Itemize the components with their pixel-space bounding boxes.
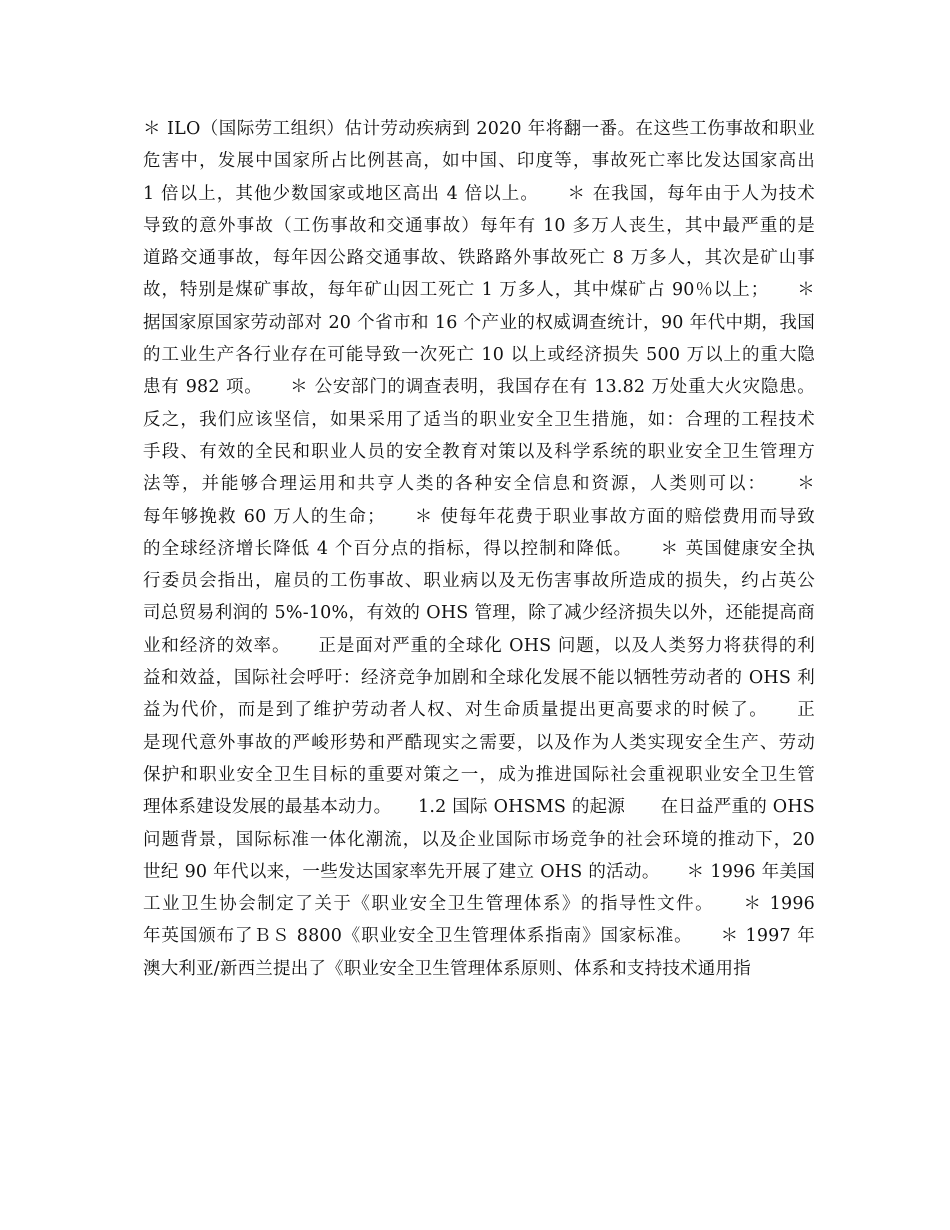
text-line: 的工业生产各行业存在可能导致一次死亡 10 以上或经济损失 500 万以上的重大隐 bbox=[143, 345, 815, 366]
text-line: 行委员会指出，雇员的工伤事故、职业病以及无伤害事故所造成的损失，约占英公 bbox=[143, 571, 815, 592]
text-line: 工业卫生协会制定了关于《职业安全卫生管理体系》的指导性文件。 ＊ 1996 bbox=[143, 894, 815, 915]
text-line: 每年够挽救 60 万人的生命； ＊ 使每年花费于职业事故方面的赔偿费用而导致 bbox=[143, 506, 815, 527]
text-line: 的全球经济增长降低 4 个百分点的指标，得以控制和降低。 ＊ 英国健康安全执 bbox=[143, 538, 815, 559]
text-line: 业和经济的效率。 正是面对严重的全球化 OHS 问题，以及人类努力将获得的利 bbox=[143, 635, 815, 656]
text-line: 反之，我们应该坚信，如果采用了适当的职业安全卫生措施，如：合理的工程技术 bbox=[143, 409, 815, 430]
text-line: 世纪 90 年代以来，一些发达国家率先开展了建立 OHS 的活动。 ＊ 1996 年美国 bbox=[143, 861, 815, 882]
text-line: 司总贸易利润的 5%-10%，有效的 OHS 管理，除了减少经济损失以外，还能提高商 bbox=[143, 603, 815, 624]
text-line: 道路交通事故，每年因公路交通事故、铁路路外事故死亡 8 万多人，其次是矿山事 bbox=[143, 248, 815, 269]
text-line: 危害中，发展中国家所占比例甚高，如中国、印度等，事故死亡率比发达国家高出 bbox=[143, 151, 815, 172]
text-line: 法等，并能够合理运用和共亨人类的各种安全信息和资源，人类则可以： ＊ bbox=[143, 474, 815, 495]
text-line: 1 倍以上，其他少数国家或地区高出 4 倍以上。 ＊ 在我国，每年由于人为技术 bbox=[143, 183, 815, 204]
text-line: 问题背景，国际标准一体化潮流，以及企业国际市场竞争的社会环境的推动下，20 bbox=[143, 829, 815, 850]
text-line: 故，特别是煤矿事故，每年矿山因工死亡 1 万多人，其中煤矿占 90％以上； ＊ bbox=[143, 280, 815, 301]
text-line: 年英国颁布了ＢＳ 8800《职业安全卫生管理体系指南》国家标准。 ＊ 1997 年 bbox=[143, 926, 815, 947]
text-line: 导致的意外事故（工伤事故和交通事故）每年有 10 多万人丧生，其中最严重的是 bbox=[143, 215, 815, 236]
text-line: 手段、有效的全民和职业人员的安全教育对策以及科学系统的职业安全卫生管理方 bbox=[143, 441, 815, 462]
text-line: ＊ ILO（国际劳工组织）估计劳动疾病到 2020 年将翻一番。在这些工伤事故和职业 bbox=[143, 119, 815, 139]
text-line: 是现代意外事故的严峻形势和严酷现实之需要，以及作为人类实现安全生产、劳动 bbox=[143, 732, 815, 753]
text-line: 保护和职业安全卫生目标的重要对策之一，成为推进国际社会重视职业安全卫生管 bbox=[143, 764, 815, 785]
text-line: 据国家原国家劳动部对 20 个省市和 16 个产业的权威调查统计，90 年代中期，我国 bbox=[143, 312, 815, 333]
text-line: 益和效益，国际社会呼吁：经济竞争加剧和全球化发展不能以牺牲劳动者的 OHS 利 bbox=[143, 668, 815, 689]
text-line: 理体系建设发展的最基本动力。 1.2 国际 OHSMS 的起源 在日益严重的 OHS bbox=[143, 797, 815, 818]
text-line: 患有 982 项。 ＊ 公安部门的调查表明，我国存在有 13.82 万处重大火灾隐患。 bbox=[143, 377, 815, 398]
text-line: 澳大利亚/新西兰提出了《职业安全卫生管理体系原则、体系和支持技术通用指 bbox=[143, 958, 751, 979]
text-line: 益为代价，而是到了维护劳动者人权、对生命质量提出更高要求的时候了。 正 bbox=[143, 700, 815, 721]
body-text bbox=[143, 113, 815, 985]
